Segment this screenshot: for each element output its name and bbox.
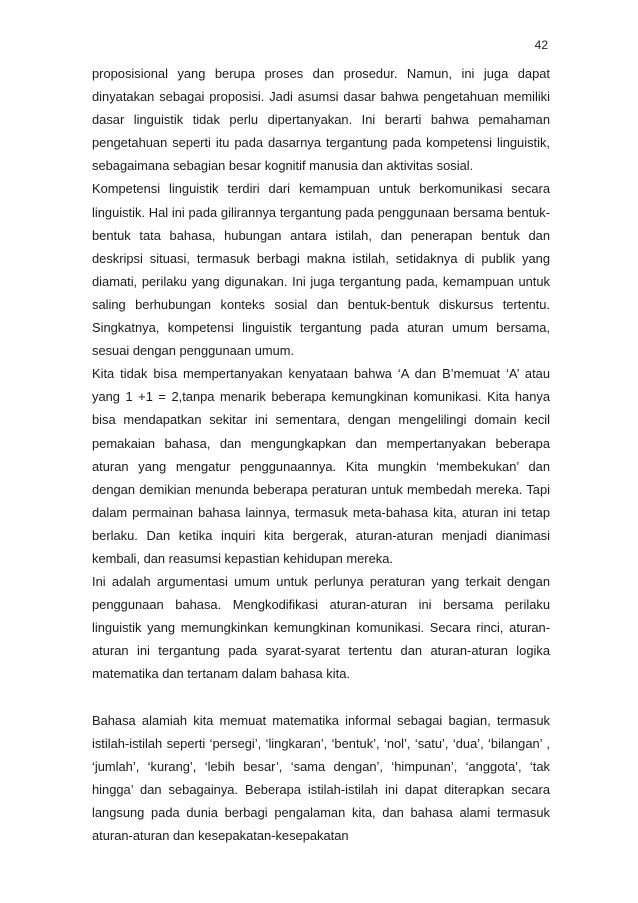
body-text — [92, 62, 550, 847]
paragraph-2: Kompetensi linguistik terdiri dari kemampuan untuk berkomunikasi secara linguistik. Hal ini pada gilirannya tergantung pada penggunaan bersama bentuk-bentuk tata bahasa, hubungan antara istilah, dan penerapan bentuk dan deskripsi situasi, termasuk berbagi makna istilah, setidaknya di publik yang diamati, perilaku yang digunakan. Ini juga tergantung pada, kemampuan untuk saling berhubungan konteks sosial dan bentuk-bentuk diskursus tertentu. Singkatnya, kompetensi linguistik tergantung pada aturan umum bersama, sesuai dengan penggunaan umum. — [92, 181, 550, 359]
page-number: 42 — [534, 38, 548, 52]
paragraph-4: Ini adalah argumentasi umum untuk perlunya peraturan yang terkait dengan penggunaan bahasa. Mengkodifikasi aturan-aturan ini bersama perilaku linguistik yang memungkinkan kemungkinan komunikasi. Secara rinci, aturan-aturan ini tergantung pada syarat-syarat tertentu dan aturan-aturan logika matematika dan tertanam dalam bahasa kita. — [92, 574, 550, 682]
paragraph-5: Bahasa alamiah kita memuat matematika informal sebagai bagian, termasuk istilah-istilah seperti ‘persegi’, ‘lingkaran’, ‘bentuk’, ‘nol’, ‘satu’, ‘dua’, ‘bilangan’ , ‘jumlah’, ‘kurang’, ‘lebih besar’, ‘sama dengan’, ‘himpunan’, ‘anggota’, ‘tak hingga’ dan sebagainya. Beberapa istilah-istilah ini dapat diterapkan secara langsung pada dunia berbagi pengalaman kita, dan bahasa alami termasuk aturan-aturan dan kesepakatan-kesepakatan — [92, 712, 550, 843]
paragraph-spacer — [92, 686, 550, 709]
paragraph-1: proposisional yang berupa proses dan prosedur. Namun, ini juga dapat dinyatakan sebagai proposisi. Jadi asumsi dasar bahwa pengetahuan memiliki dasar linguistik tidak perlu dipertanyakan. Ini berarti bahwa pemahaman pengetahuan seperti itu pada dasarnya tergantung pada kompetensi linguistik, sebagaimana sebagian besar kognitif manusia dan aktivitas sosial. — [92, 66, 550, 174]
paragraph-3: Kita tidak bisa mempertanyakan kenyataan bahwa ‘A dan B’memuat ‘A’ atau yang 1 +1 = 2,tanpa menarik beberapa kemungkinan komunikasi. Kita hanya bisa mendapatkan sekitar ini sementara, dengan mengelilingi domain kecil pemakaian bahasa, dan mengungkapkan dan mempertanyakan beberapa aturan yang mengatur penggunaannya. Kita mungkin ‘membekukan’ dan dengan demikian menunda beberapa peraturan untuk membedah mereka. Tapi dalam permainan bahasa lainnya, termasuk meta-bahasa kita, aturan ini tetap berlaku. Dan ketika inquiri kita bergerak, aturan-aturan menjadi dianimasi kembali, dan reasumsi kepastian kehidupan mereka. — [92, 366, 550, 566]
